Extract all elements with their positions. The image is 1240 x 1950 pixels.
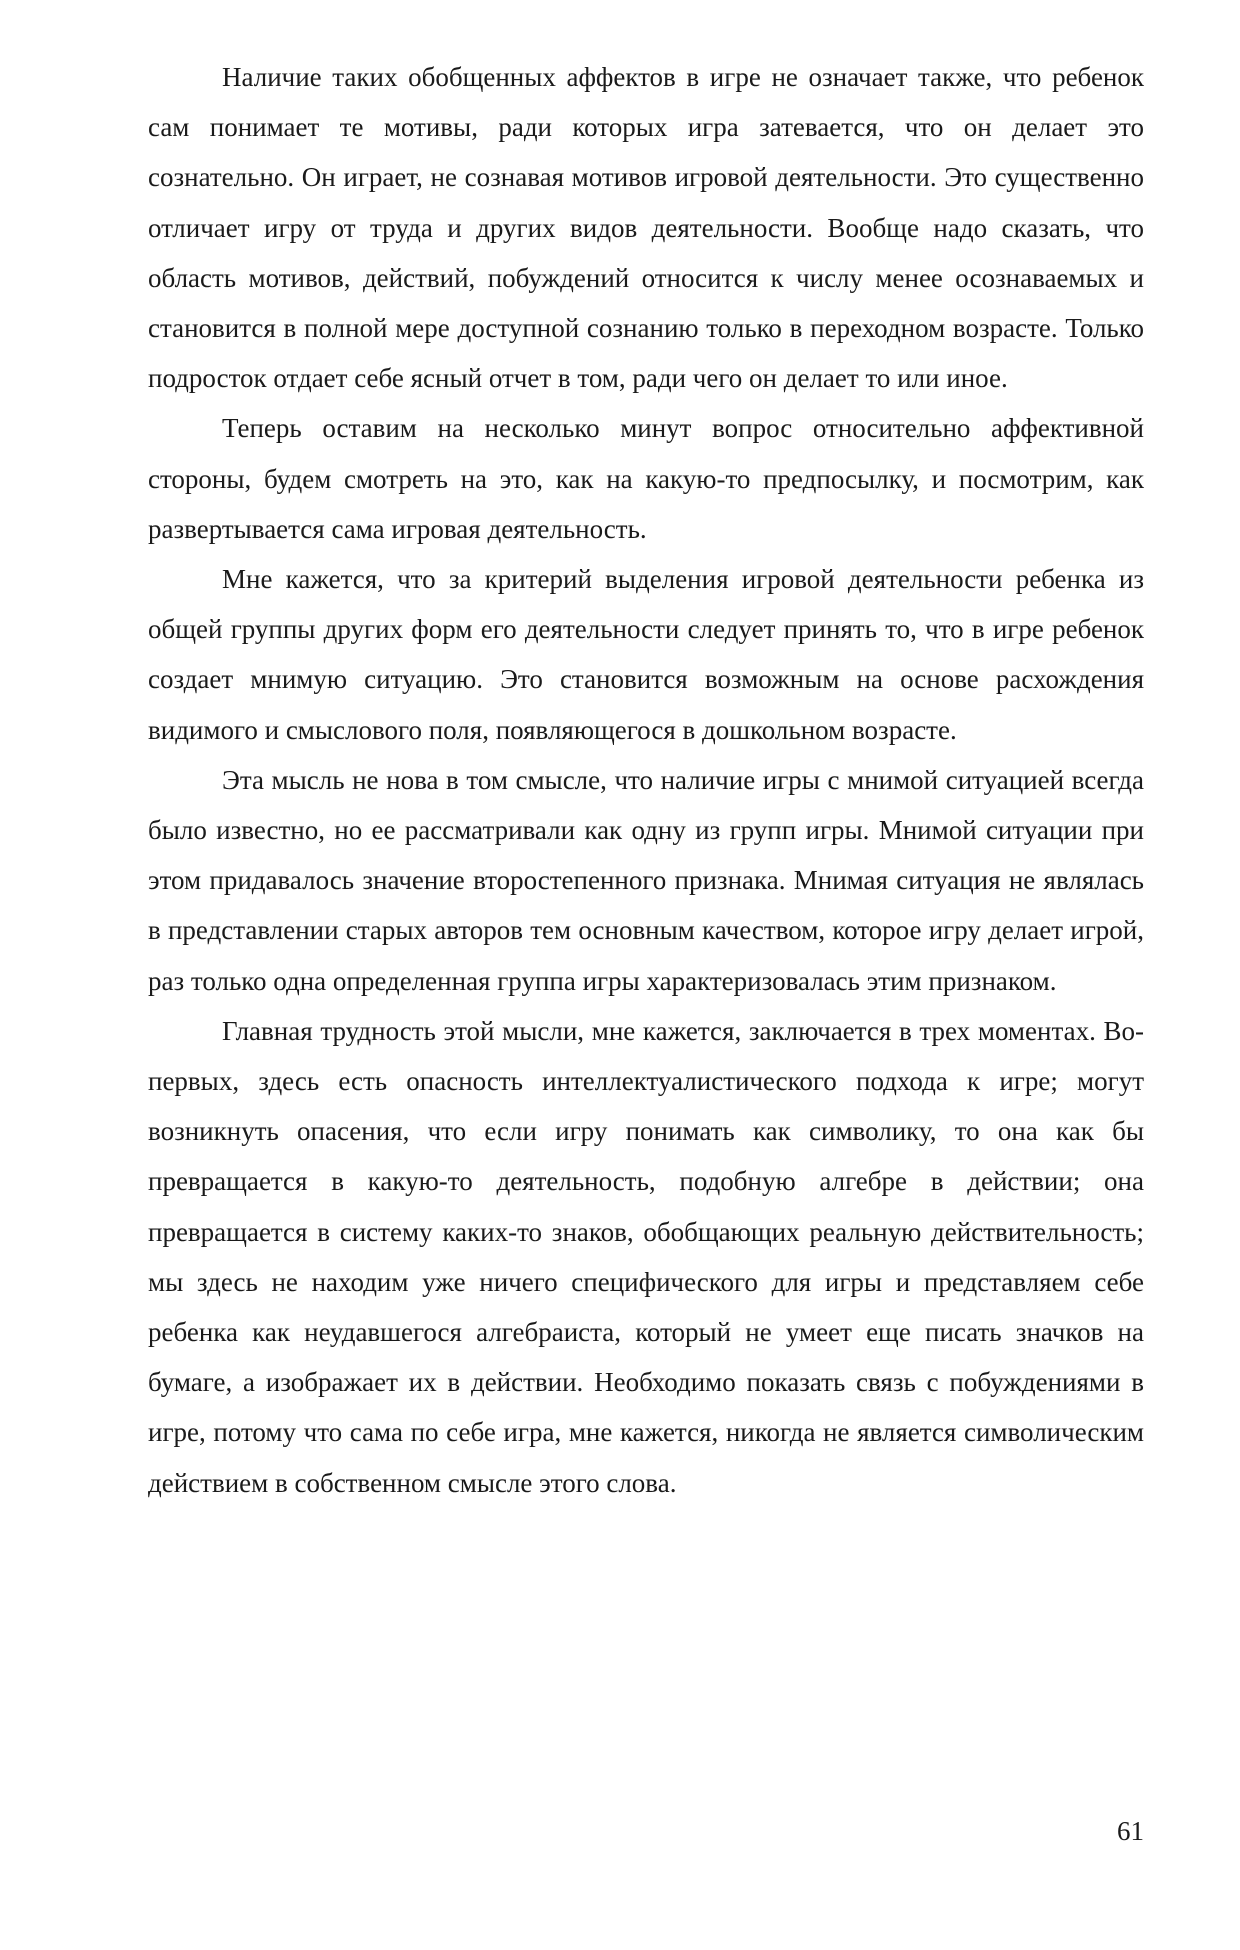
paragraph-5: Главная трудность этой мысли, мне кажется, заключается в трех моментах. Во-первых, здесь есть опасность интеллектуалистического подхода к игре; могут возникнуть опасения, что если игру понимать как символику, то она как бы превращается в какую-то деятельность, подобную алгебре в действии; она превращается в систему каких-то знаков, обобщающих реальную действительность; мы здесь не находим уже ничего специфического для игры и представляем себе ребенка как неудавшегося алгебраиста, который не умеет еще писать значков на бумаге, а изображает их в действии. Необходимо показать связь с побуждениями в игре, потому что сама по себе игра, мне кажется, никогда не является символическим действием в собственном смысле этого слова. <box>148 1015 1144 1498</box>
paragraph-1: Наличие таких обобщенных аффектов в игре не означает также, что ребенок сам понимает те мотивы, ради которых игра затевается, что он делает это сознательно. Он играет, не сознавая мотивов игровой деятельности. Это существенно отличает игру от труда и других видов деятельности. Вообще надо сказать, что область мотивов, действий, побуждений относится к числу менее осознаваемых и становится в полной мере доступной сознанию только в переходном возрасте. Только подросток отдает себе ясный отчет в том, ради чего он делает то или иное. <box>148 62 1144 394</box>
paragraph-3: Мне кажется, что за критерий выделения игровой деятельности ребенка из общей группы других форм его деятельности следует принять то, что в игре ребенок создает мнимую ситуацию. Это становится возможным на основе расхождения видимого и смыслового поля, появляющегося в дошкольном возрасте. <box>148 564 1144 745</box>
page-number: 61 <box>1117 1816 1144 1846</box>
paragraph-4: Эта мысль не нова в том смысле, что наличие игры с мнимой ситуацией всегда было известно, но ее рассматривали как одну из групп игры. Мнимой ситуации при этом придавалось значение второстепенного признака. Мнимая ситуация не являлась в представлении старых авторов тем основным качеством, которое игру делает игрой, раз только одна определенная группа игры характеризовалась этим признаком. <box>148 764 1144 996</box>
body-text <box>148 52 1144 1508</box>
paragraph-2: Теперь оставим на несколько минут вопрос относительно аффективной стороны, будем смотреть на это, как на какую-то предпосылку, и посмотрим, как развертывается сама игровая деятельность. <box>148 413 1144 544</box>
